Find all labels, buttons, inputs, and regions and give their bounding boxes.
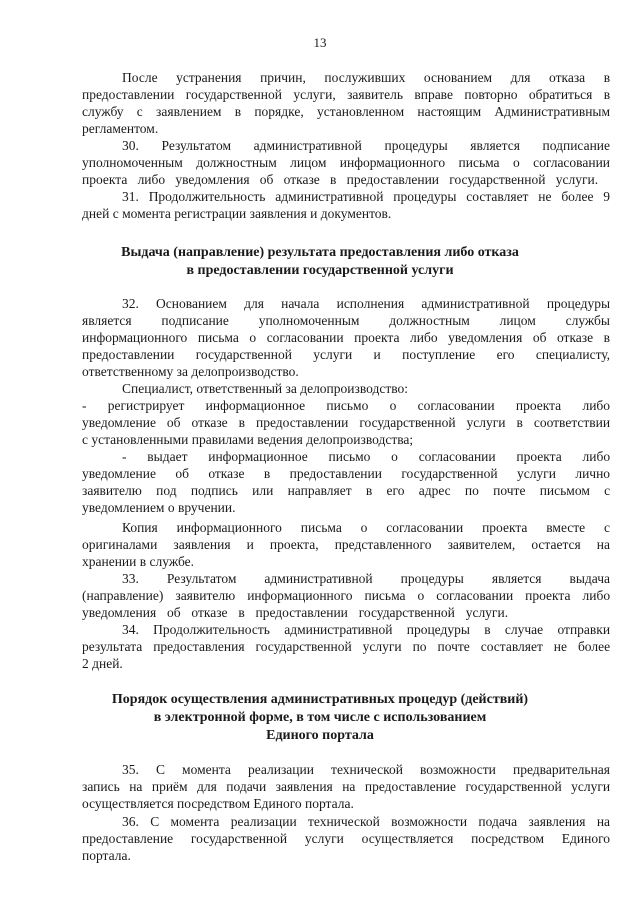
- word: момента: [170, 814, 220, 829]
- word: заявления: [528, 814, 586, 829]
- word: заявителю: [82, 483, 142, 498]
- word: согласовании: [436, 588, 514, 603]
- word: согласовании: [417, 398, 495, 413]
- word: делопроизводства;: [306, 432, 414, 447]
- word: настоящим: [417, 104, 482, 119]
- word: регламентом.: [82, 121, 159, 136]
- text-line: [82, 483, 610, 499]
- word: предоставлении: [82, 347, 175, 362]
- word: предоставление: [82, 831, 174, 846]
- word: Копия: [122, 520, 158, 535]
- word: соответствии: [533, 415, 610, 430]
- word: об: [166, 605, 181, 620]
- word: 36.: [122, 814, 139, 829]
- word: причин,: [260, 70, 306, 85]
- section-heading: Единого портала: [266, 728, 374, 743]
- word: службу: [82, 104, 124, 119]
- word: об: [175, 466, 189, 481]
- word: письма: [458, 155, 500, 170]
- text-line: [122, 70, 610, 86]
- word: -: [122, 449, 127, 464]
- word: основанием: [423, 70, 493, 85]
- word: 9: [603, 189, 610, 204]
- word: более: [577, 639, 610, 654]
- word: в: [516, 415, 523, 430]
- word: за: [285, 381, 297, 396]
- word: уведомления: [175, 172, 250, 187]
- word: с: [604, 483, 610, 498]
- word: Результатом: [161, 138, 232, 153]
- word: согласовании: [266, 330, 344, 345]
- word: почте: [493, 483, 526, 498]
- word: о: [360, 520, 368, 535]
- word: по: [464, 483, 479, 498]
- word: заявитель: [347, 87, 403, 102]
- word: услуги,: [293, 87, 336, 102]
- word: Продолжительность: [153, 622, 270, 637]
- word: подача: [478, 814, 518, 829]
- word: не: [538, 189, 552, 204]
- word: в: [263, 466, 271, 481]
- word: портала.: [82, 848, 131, 863]
- word: с: [604, 520, 610, 535]
- text-line: [82, 155, 610, 171]
- text-line: [82, 588, 610, 604]
- word: с: [136, 104, 143, 119]
- text-line: [82, 121, 158, 137]
- word: или: [252, 483, 274, 498]
- text-line: [122, 814, 610, 830]
- word: письма: [364, 588, 406, 603]
- word: 33.: [122, 571, 139, 586]
- word: государственной: [401, 466, 498, 481]
- word: лицом: [499, 313, 536, 328]
- word: уполномоченным: [82, 155, 183, 170]
- word: государственной: [465, 779, 562, 794]
- word: об: [259, 172, 274, 187]
- word: отказе: [556, 330, 594, 345]
- word: (направление): [82, 588, 164, 603]
- word: осуществляется: [82, 796, 174, 811]
- text-line: [82, 415, 610, 431]
- word: информационного: [339, 155, 446, 170]
- word: более: [561, 189, 594, 204]
- word: 32.: [122, 296, 139, 311]
- word: государственной: [359, 415, 456, 430]
- word: составляет: [480, 639, 543, 654]
- word: для: [510, 70, 531, 85]
- text-line: [82, 313, 610, 329]
- text-line: [82, 605, 508, 621]
- word: согласовании: [533, 155, 610, 170]
- word: услуги: [466, 415, 506, 430]
- word: послуживших: [324, 70, 406, 85]
- word: о: [391, 449, 398, 464]
- word: дней.: [92, 656, 123, 671]
- word: и: [310, 206, 318, 221]
- text-line: [82, 779, 610, 795]
- text-line: [82, 398, 610, 414]
- text-line: [82, 500, 236, 516]
- word: административной: [264, 571, 373, 586]
- word: на: [129, 779, 143, 794]
- text-line: [82, 364, 299, 380]
- word: реализации: [230, 814, 297, 829]
- word: на: [342, 779, 356, 794]
- word: хранении: [82, 554, 137, 569]
- word: письмом: [539, 483, 590, 498]
- word: выдача: [569, 571, 610, 586]
- word: 2: [82, 656, 89, 671]
- word: государственной: [449, 172, 546, 187]
- word: приём: [151, 779, 188, 794]
- word: в: [365, 483, 373, 498]
- word: порядке,: [254, 104, 304, 119]
- word: должностным: [389, 313, 470, 328]
- word: обратиться: [528, 87, 593, 102]
- word: представленного: [334, 537, 432, 552]
- word: ответственный: [196, 381, 283, 396]
- word: услуги: [516, 466, 556, 481]
- word: правилами: [191, 432, 254, 447]
- word: реализации: [247, 762, 314, 777]
- word: в: [603, 70, 610, 85]
- word: и: [246, 537, 254, 552]
- text-line: [122, 762, 610, 778]
- text-line: [82, 656, 123, 672]
- text-line: [82, 537, 610, 553]
- word: согласовании: [418, 449, 496, 464]
- word: о: [389, 398, 397, 413]
- word: проекта: [515, 398, 562, 413]
- word: информационного: [247, 588, 353, 603]
- word: технической: [331, 762, 403, 777]
- word: услуги.: [465, 605, 508, 620]
- word: Продолжительность: [148, 189, 266, 204]
- text-line: [82, 206, 391, 222]
- word: услуги: [571, 779, 610, 794]
- word: делопроизводство:: [300, 381, 409, 396]
- word: осуществляется: [361, 831, 454, 846]
- text-line: [122, 138, 610, 154]
- word: отправки: [557, 622, 610, 637]
- word: вправе: [414, 87, 453, 102]
- word: специалисту,: [535, 347, 610, 362]
- word: 31.: [122, 189, 139, 204]
- word: государственной: [190, 831, 288, 846]
- text-line: [122, 520, 610, 536]
- word: лично: [575, 466, 610, 481]
- word: Административным: [494, 104, 610, 119]
- word: После: [122, 70, 158, 85]
- word: ведения: [257, 432, 303, 447]
- word: запись: [82, 779, 120, 794]
- word: предоставления: [153, 639, 245, 654]
- word: под: [156, 483, 177, 498]
- word: либо: [582, 398, 610, 413]
- word: о: [512, 155, 520, 170]
- word: проекта: [516, 449, 562, 464]
- text-line: [122, 381, 408, 397]
- word: 30.: [122, 138, 139, 153]
- word: и: [373, 347, 381, 362]
- word: отказе: [191, 415, 228, 430]
- word: с: [112, 206, 119, 221]
- word: предоставлении: [255, 605, 348, 620]
- text-line: [82, 104, 610, 120]
- word: за: [176, 364, 188, 379]
- word: уведомлением: [82, 500, 165, 515]
- text-line: [122, 296, 610, 312]
- section-heading: в предоставлении государственной услуги: [186, 263, 454, 278]
- text-line: [122, 449, 610, 465]
- word: предоставлении: [346, 172, 440, 187]
- word: на: [596, 814, 610, 829]
- word: момента: [182, 762, 231, 777]
- word: на: [596, 537, 610, 552]
- word: технической: [307, 814, 380, 829]
- word: почте: [437, 639, 470, 654]
- word: предварительная: [512, 762, 610, 777]
- word: заявления: [275, 779, 333, 794]
- word: услуги: [362, 639, 402, 654]
- word: информационного: [82, 330, 188, 345]
- word: проекта: [525, 588, 571, 603]
- word: проекта,: [269, 537, 319, 552]
- word: услуги: [304, 831, 344, 846]
- word: делопроизводство.: [191, 364, 299, 379]
- text-line: [82, 848, 131, 864]
- word: информационное: [208, 449, 308, 464]
- word: в: [603, 87, 610, 102]
- word: проекта: [482, 520, 528, 535]
- word: процедуры: [546, 296, 610, 311]
- word: процедуры: [400, 571, 464, 586]
- word: согласовании: [386, 520, 464, 535]
- word: Специалист,: [122, 381, 193, 396]
- word: с: [82, 432, 88, 447]
- word: в: [330, 172, 337, 187]
- word: вручении.: [177, 500, 236, 515]
- word: посредством: [177, 796, 250, 811]
- text-line: [82, 554, 194, 570]
- section-heading: в электронной форме, в том числе с использованием: [153, 710, 487, 725]
- word: письма: [300, 520, 342, 535]
- word: по: [412, 639, 427, 654]
- word: ответственному: [82, 364, 174, 379]
- word: либо: [582, 588, 610, 603]
- text-line: [122, 622, 610, 638]
- word: оригиналами: [82, 537, 158, 552]
- word: Основанием: [156, 296, 227, 311]
- word: должностным: [196, 155, 277, 170]
- word: службе.: [149, 554, 195, 569]
- word: письмо: [326, 398, 369, 413]
- word: отказе: [283, 172, 320, 187]
- word: в: [238, 415, 245, 430]
- word: письма: [197, 330, 239, 345]
- word: посредством: [471, 831, 545, 846]
- word: остается: [531, 537, 581, 552]
- word: дней: [82, 206, 110, 221]
- text-line: [82, 432, 413, 448]
- text-line: [82, 347, 610, 363]
- word: административной: [275, 189, 384, 204]
- word: Единого: [561, 831, 610, 846]
- word: в: [484, 622, 491, 637]
- text-line: [82, 831, 610, 847]
- word: государственной: [358, 605, 455, 620]
- word: уведомление: [82, 415, 156, 430]
- word: о: [167, 500, 175, 515]
- word: заявления: [173, 537, 231, 552]
- word: С: [150, 814, 160, 829]
- word: заявителю: [175, 588, 236, 603]
- word: процедуры: [393, 189, 457, 204]
- word: является: [470, 138, 520, 153]
- word: повторно: [464, 87, 518, 102]
- word: для: [244, 296, 264, 311]
- word: информационного: [176, 520, 282, 535]
- word: заявителем,: [447, 537, 516, 552]
- word: о: [417, 588, 425, 603]
- word: возможности: [420, 762, 496, 777]
- word: подписание: [161, 313, 229, 328]
- word: отказе: [208, 466, 245, 481]
- word: в: [139, 554, 147, 569]
- word: для: [197, 779, 217, 794]
- word: является: [491, 571, 542, 586]
- word: письмо: [328, 449, 371, 464]
- word: услуги.: [555, 172, 598, 187]
- word: возможности: [391, 814, 468, 829]
- word: подачи: [226, 779, 267, 794]
- word: предоставлении: [289, 466, 382, 481]
- word: исполнения: [336, 296, 405, 311]
- word: адрес: [418, 483, 451, 498]
- word: административной: [421, 296, 530, 311]
- word: установленными: [91, 432, 189, 447]
- page-number: 13: [313, 35, 327, 50]
- word: Результатом: [166, 571, 237, 586]
- word: о: [249, 330, 257, 345]
- word: государственной: [195, 347, 292, 362]
- text-line: [82, 87, 610, 103]
- word: результата: [82, 639, 143, 654]
- word: портала.: [305, 796, 354, 811]
- word: С: [155, 762, 165, 777]
- section-heading: Выдача (направление) результата предоставления либо отказа: [121, 245, 519, 260]
- word: лицом: [290, 155, 327, 170]
- word: уведомления: [448, 330, 523, 345]
- word: либо: [137, 172, 166, 187]
- word: 35.: [122, 762, 139, 777]
- text-line: [122, 571, 610, 587]
- word: об: [166, 415, 181, 430]
- word: его: [496, 347, 515, 362]
- word: поступление: [402, 347, 476, 362]
- word: в: [238, 605, 245, 620]
- word: проекта: [82, 172, 128, 187]
- word: подпись: [190, 483, 238, 498]
- text-line: [82, 466, 610, 482]
- word: проекта: [354, 330, 400, 345]
- word: начала: [281, 296, 320, 311]
- word: предоставлении: [82, 87, 175, 102]
- word: предоставление: [364, 779, 457, 794]
- word: уполномоченным: [258, 313, 360, 328]
- word: отказа: [549, 70, 586, 85]
- word: процедуры: [406, 622, 470, 637]
- word: регистрации: [174, 206, 247, 221]
- word: предоставлении: [255, 415, 349, 430]
- text-line: [82, 639, 610, 655]
- word: регистрирует: [107, 398, 185, 413]
- word: не: [553, 639, 568, 654]
- word: выдает: [147, 449, 188, 464]
- word: уведомление: [82, 466, 156, 481]
- word: Единого: [253, 796, 302, 811]
- word: является: [82, 313, 132, 328]
- word: направляет: [287, 483, 352, 498]
- word: административной: [284, 622, 393, 637]
- word: случае: [504, 622, 544, 637]
- word: документов.: [320, 206, 392, 221]
- word: подписание: [542, 138, 610, 153]
- word: государственной: [185, 87, 282, 102]
- section-heading: Порядок осуществления административных процедур (действий): [111, 692, 529, 707]
- word: услуги: [313, 347, 353, 362]
- word: информационное: [205, 398, 306, 413]
- word: административной: [253, 138, 362, 153]
- text-line: [82, 330, 610, 346]
- word: установленном: [316, 104, 405, 119]
- word: службы: [565, 313, 610, 328]
- word: заявления: [249, 206, 307, 221]
- word: составляет: [466, 189, 529, 204]
- word: 34.: [122, 622, 139, 637]
- text-line: [122, 189, 610, 205]
- word: заявлением: [156, 104, 222, 119]
- word: уведомления: [82, 605, 157, 620]
- word: в: [234, 104, 242, 119]
- word: вместе: [546, 520, 586, 535]
- word: его: [386, 483, 405, 498]
- word: либо: [582, 449, 610, 464]
- word: в: [603, 330, 610, 345]
- word: процедуры: [384, 138, 448, 153]
- word: отказе: [191, 605, 228, 620]
- text-line: [82, 172, 598, 188]
- word: либо: [410, 330, 438, 345]
- word: об: [532, 330, 547, 345]
- word: момента: [122, 206, 171, 221]
- text-line: [82, 796, 354, 812]
- word: устранения: [176, 70, 242, 85]
- word: -: [82, 398, 87, 413]
- word: государственной: [255, 639, 352, 654]
